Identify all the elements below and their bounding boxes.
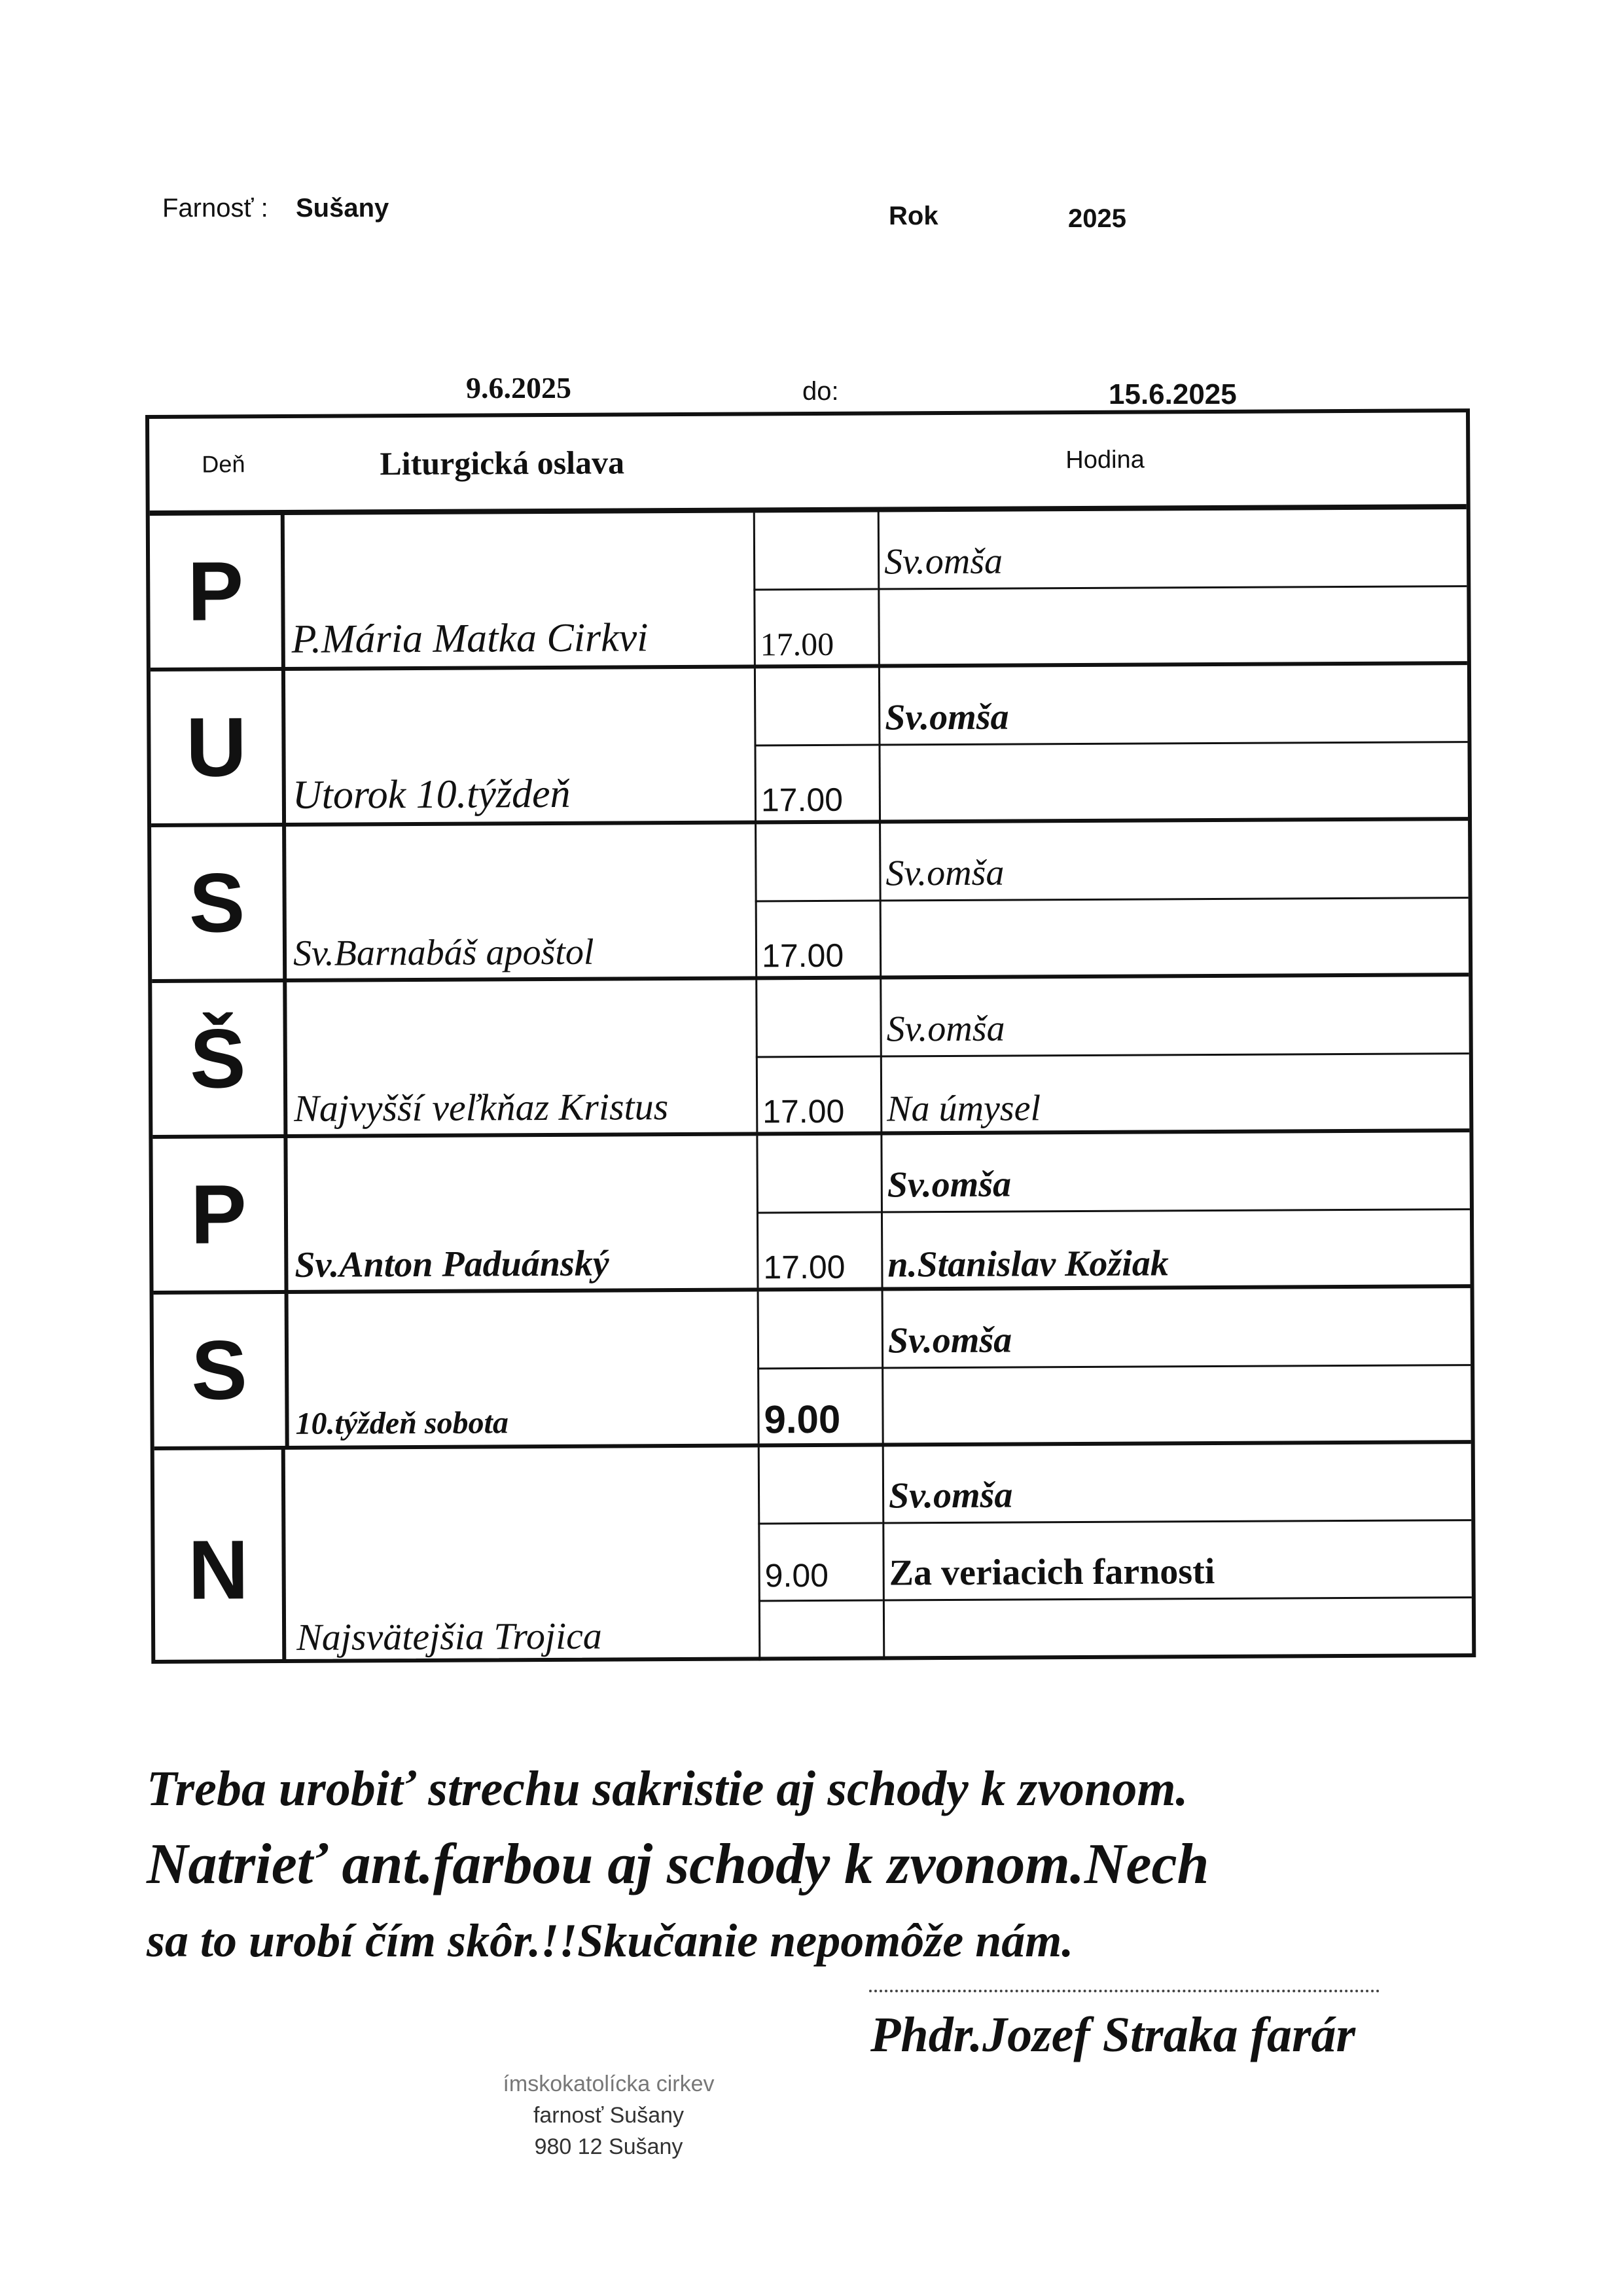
mass-label: Sv.omša bbox=[885, 696, 1009, 738]
mass-time: 17.00 bbox=[760, 781, 844, 819]
intention-cell bbox=[882, 1288, 1471, 1443]
mass-intention: n.Stanislav Kožiak bbox=[887, 1243, 1169, 1285]
hour-cell bbox=[755, 980, 882, 1132]
hour-slot-empty bbox=[758, 1447, 883, 1525]
mass-time: 17.00 bbox=[762, 1092, 845, 1130]
parish-stamp bbox=[471, 2068, 746, 2162]
hour-slot bbox=[757, 1369, 882, 1448]
signature-line bbox=[869, 1990, 1380, 1992]
stamp-line-2: farnosť Sušany bbox=[533, 2103, 685, 2128]
feast-name: P.Mária Matka Cirkvi bbox=[291, 615, 649, 662]
mass-label: Sv.omša bbox=[888, 1475, 1013, 1516]
column-header-day: Deň bbox=[202, 450, 245, 478]
column-header-liturgy: Liturgická oslava bbox=[380, 444, 625, 482]
mass-time: 9.00 bbox=[764, 1397, 841, 1442]
feast-name: Najsvätejšia Trojica bbox=[296, 1614, 603, 1659]
feast-cell bbox=[287, 980, 758, 1134]
note-line-2: Natrieť ant.farbou aj schody k zvonom.Nech bbox=[147, 1833, 1209, 1896]
hour-slot bbox=[755, 902, 880, 980]
stamp-line-1: ímskokatolícka cirkev bbox=[503, 2072, 715, 2096]
feast-cell bbox=[285, 512, 756, 667]
day-row-friday bbox=[152, 1132, 1470, 1295]
day-row-sunday bbox=[154, 1444, 1472, 1664]
intention-slot bbox=[880, 899, 1469, 979]
day-row-wednesday bbox=[151, 821, 1469, 983]
intention-slot bbox=[880, 1054, 1470, 1135]
mass-label: Sv.omša bbox=[886, 1008, 1005, 1050]
feast-name: Sv.Anton Paduánský bbox=[294, 1243, 609, 1285]
hour-slot-empty bbox=[753, 512, 878, 591]
mass-intention: Za veriacich farnosti bbox=[889, 1551, 1215, 1594]
parish-label: Farnosť : bbox=[162, 194, 268, 223]
hour-cell bbox=[758, 1447, 885, 1661]
feast-cell bbox=[287, 1136, 758, 1290]
year-label: Rok bbox=[889, 202, 938, 230]
hour-cell bbox=[756, 1136, 883, 1288]
feast-name: Najvyšší veľkňaz Kristus bbox=[294, 1085, 669, 1130]
year-value: 2025 bbox=[1068, 204, 1126, 233]
day-letter: N bbox=[154, 1450, 287, 1664]
day-row-thursday bbox=[152, 977, 1469, 1139]
date-to: 15.6.2025 bbox=[1109, 378, 1237, 410]
date-to-label: do: bbox=[802, 377, 839, 406]
signature: Phdr.Jozef Straka farár bbox=[870, 2007, 1356, 2062]
intention-slot bbox=[878, 743, 1468, 823]
intention-slot bbox=[882, 1288, 1471, 1369]
hour-cell bbox=[755, 824, 882, 977]
intention-slot bbox=[879, 821, 1469, 901]
feast-cell bbox=[289, 1447, 761, 1663]
intention-cell bbox=[878, 509, 1467, 664]
day-letter: S bbox=[151, 827, 287, 979]
date-from: 9.6.2025 bbox=[466, 371, 571, 404]
hour-slot-empty bbox=[755, 980, 880, 1058]
mass-label: Sv.omša bbox=[887, 1164, 1012, 1206]
mass-time: 17.00 bbox=[761, 937, 844, 975]
intention-slot bbox=[878, 587, 1467, 668]
hour-slot-empty bbox=[758, 1602, 883, 1661]
intention-slot bbox=[881, 1210, 1471, 1291]
day-letter: P bbox=[150, 515, 285, 668]
intention-slot bbox=[882, 1444, 1472, 1524]
day-letter: P bbox=[152, 1138, 288, 1291]
column-header-hour: Hodina bbox=[1065, 446, 1145, 474]
hour-slot bbox=[754, 746, 879, 825]
mass-label: Sv.omša bbox=[887, 1319, 1012, 1361]
hour-slot bbox=[756, 1058, 881, 1136]
hour-slot bbox=[758, 1524, 883, 1602]
feast-name: Sv.Barnabáš apoštol bbox=[293, 931, 594, 974]
intention-slot bbox=[878, 665, 1468, 745]
intention-slot bbox=[882, 1521, 1472, 1601]
intention-cell bbox=[880, 977, 1469, 1131]
intention-slot bbox=[883, 1598, 1472, 1660]
mass-label: Sv.omša bbox=[883, 541, 1003, 583]
schedule-table bbox=[145, 408, 1476, 1664]
day-letter: S bbox=[154, 1294, 289, 1446]
stamp-line-3: 980 12 Sušany bbox=[534, 2134, 683, 2159]
intention-cell bbox=[879, 821, 1469, 975]
table-header bbox=[149, 412, 1467, 516]
feast-cell bbox=[285, 668, 757, 823]
intention-cell bbox=[878, 665, 1468, 819]
intention-slot bbox=[880, 977, 1469, 1057]
feast-name: 10.týždeň sobota bbox=[295, 1405, 509, 1441]
day-letter: Š bbox=[152, 982, 287, 1135]
hour-slot bbox=[753, 590, 878, 669]
intention-slot bbox=[880, 1132, 1470, 1213]
mass-time: 17.00 bbox=[760, 625, 834, 663]
mass-label: Sv.omša bbox=[885, 852, 1005, 894]
intention-slot bbox=[878, 509, 1467, 590]
day-row-tuesday bbox=[151, 665, 1468, 827]
hour-cell bbox=[754, 668, 881, 821]
note-line-1: Treba urobiť strechu sakristie aj schody k zvonom. bbox=[147, 1761, 1188, 1816]
hour-slot-empty bbox=[756, 1136, 881, 1214]
feast-name: Utorok 10.týždeň bbox=[292, 771, 571, 817]
day-row-monday bbox=[150, 509, 1467, 672]
hour-slot-empty bbox=[754, 668, 879, 747]
hour-slot-empty bbox=[757, 1291, 882, 1370]
mass-time: 17.00 bbox=[763, 1248, 846, 1286]
mass-time: 9.00 bbox=[764, 1556, 829, 1594]
intention-slot bbox=[882, 1366, 1471, 1446]
day-letter: U bbox=[151, 671, 286, 823]
hour-slot bbox=[757, 1213, 882, 1292]
note-line-3: sa to urobí čím skôr.!!Skučanie nepomôže nám. bbox=[147, 1914, 1074, 1967]
parish-name: Sušany bbox=[296, 194, 389, 223]
hour-cell bbox=[757, 1291, 884, 1444]
hour-cell bbox=[753, 512, 880, 665]
mass-intention: Na úmysel bbox=[887, 1088, 1041, 1130]
feast-cell bbox=[289, 1291, 760, 1446]
feast-cell bbox=[286, 824, 757, 978]
intention-cell bbox=[880, 1132, 1470, 1287]
day-row-saturday bbox=[154, 1288, 1471, 1450]
hour-slot-empty bbox=[755, 824, 880, 903]
intention-cell bbox=[882, 1444, 1472, 1660]
